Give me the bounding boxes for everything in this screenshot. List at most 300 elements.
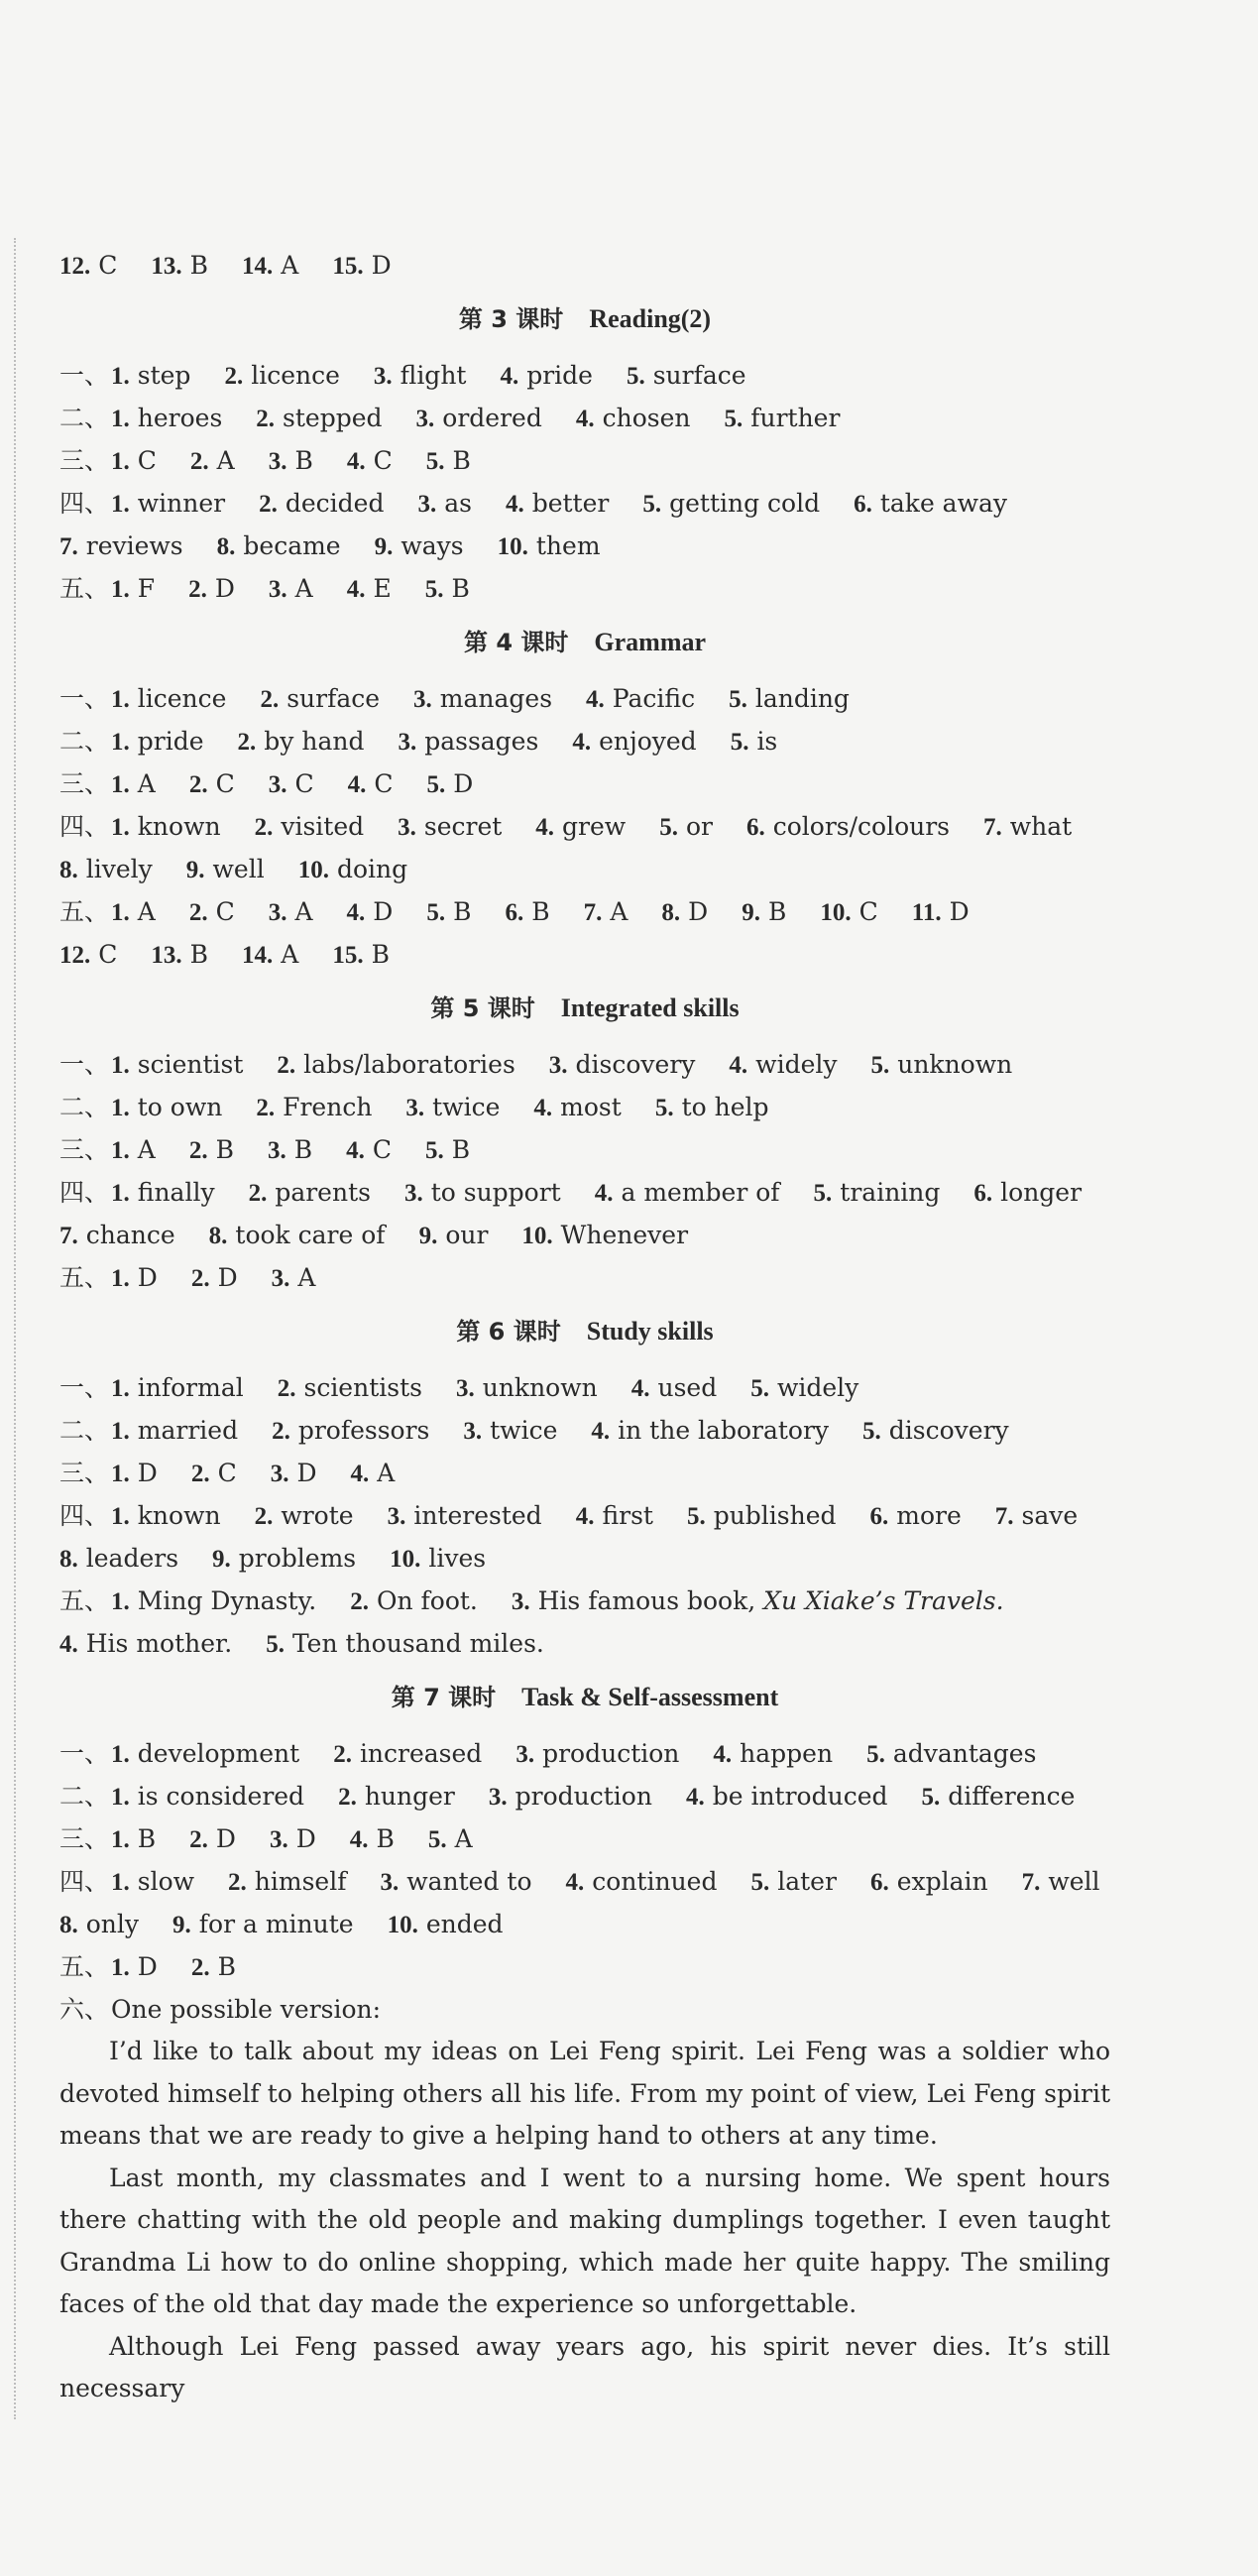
answer-item bbox=[188, 567, 235, 611]
answer-text: slow bbox=[137, 1867, 195, 1896]
answer-text: D bbox=[137, 1263, 158, 1292]
answer-item bbox=[270, 1817, 316, 1861]
answer-item bbox=[249, 1171, 371, 1215]
lesson-title bbox=[59, 297, 1110, 340]
answer-number: 1. bbox=[111, 1418, 130, 1445]
answer-text: to help bbox=[681, 1093, 769, 1121]
section-prefix: 四、 bbox=[59, 1867, 110, 1896]
answer-text: problems bbox=[238, 1544, 357, 1573]
answer-row bbox=[59, 525, 1110, 567]
answer-text: widely bbox=[776, 1373, 859, 1402]
answer-number: 3. bbox=[380, 1869, 400, 1896]
answer-text: further bbox=[750, 404, 841, 432]
answer-text: B bbox=[451, 1135, 471, 1164]
answer-number: 2. bbox=[228, 1869, 247, 1896]
answer-item bbox=[228, 1860, 346, 1904]
answer-text: D bbox=[373, 897, 394, 926]
margin-rule bbox=[14, 238, 16, 2419]
answer-item bbox=[912, 890, 970, 934]
section-prefix: 五、 bbox=[59, 1586, 110, 1615]
answer-text: licence bbox=[137, 684, 227, 713]
answer-content bbox=[59, 244, 1110, 2410]
answer-text: B bbox=[189, 940, 209, 969]
answer-number: 4. bbox=[575, 406, 595, 432]
answer-item bbox=[332, 933, 390, 977]
answer-number: 8. bbox=[59, 857, 78, 883]
essay-prefix: 六、 bbox=[59, 1995, 110, 2024]
lesson-title bbox=[59, 621, 1110, 663]
section-prefix: 二、 bbox=[59, 727, 110, 756]
answer-text: D bbox=[137, 1952, 158, 1981]
answer-item bbox=[724, 397, 840, 440]
answer-number: 9. bbox=[418, 1223, 438, 1249]
answer-item bbox=[255, 805, 365, 849]
answer-text: B bbox=[371, 940, 390, 969]
answer-item bbox=[269, 890, 313, 934]
answer-text: published bbox=[713, 1501, 837, 1530]
answer-text: B bbox=[217, 1952, 236, 1981]
answer-item bbox=[750, 1366, 858, 1410]
lesson-number: 第 6 课时 bbox=[456, 1318, 561, 1346]
answer-text: His famous book, bbox=[537, 1586, 764, 1615]
answer-item bbox=[388, 1903, 504, 1946]
section-prefix: 一、 bbox=[59, 361, 110, 390]
answer-item bbox=[217, 525, 341, 568]
answer-number: 4. bbox=[572, 729, 592, 756]
answer-number: 3. bbox=[269, 1826, 288, 1853]
answer-number: 6. bbox=[745, 814, 765, 841]
answer-item bbox=[59, 244, 117, 288]
lesson-number: 第 5 课时 bbox=[430, 995, 535, 1022]
answer-item bbox=[332, 244, 391, 288]
answer-row bbox=[59, 1817, 1110, 1860]
answer-text: B bbox=[189, 251, 209, 280]
book-title: Xu Xiake’s Travels. bbox=[763, 1586, 1004, 1615]
answer-item bbox=[404, 1171, 561, 1215]
answer-number: 10. bbox=[497, 533, 528, 560]
answer-item bbox=[111, 1775, 304, 1818]
answer-number: 5. bbox=[425, 448, 445, 475]
section-prefix: 三、 bbox=[59, 446, 110, 475]
answer-item bbox=[277, 1043, 515, 1087]
answer-text: discovery bbox=[888, 1416, 1009, 1445]
answer-number: 5. bbox=[424, 576, 444, 603]
answer-item bbox=[191, 1256, 238, 1300]
answer-text: well bbox=[212, 855, 265, 883]
answer-text: training bbox=[840, 1178, 941, 1207]
answer-text: A bbox=[454, 1824, 473, 1853]
answer-item bbox=[260, 677, 380, 721]
answer-item bbox=[111, 1860, 194, 1904]
answer-item bbox=[268, 1128, 312, 1172]
answer-row bbox=[59, 1537, 1110, 1580]
answer-item bbox=[870, 1043, 1012, 1087]
answer-number: 1. bbox=[111, 1954, 130, 1981]
answer-text: what bbox=[1009, 812, 1073, 841]
lesson-topic: Grammar bbox=[594, 628, 707, 656]
answer-item bbox=[111, 1171, 215, 1215]
answer-number: 2. bbox=[189, 448, 209, 475]
answer-number: 2. bbox=[277, 1052, 296, 1079]
answer-text: C bbox=[373, 446, 393, 475]
answer-number: 5. bbox=[426, 899, 446, 926]
answer-text: Ming Dynasty. bbox=[137, 1586, 317, 1615]
answer-number: 7. bbox=[983, 814, 1002, 841]
answer-row bbox=[59, 1409, 1110, 1452]
answer-number: 4. bbox=[729, 1052, 748, 1079]
answer-number: 4. bbox=[346, 576, 366, 603]
answer-number: 14. bbox=[242, 253, 274, 280]
answer-row bbox=[59, 677, 1110, 720]
answer-text: well bbox=[1048, 1867, 1100, 1896]
answer-item bbox=[686, 1775, 888, 1818]
answer-row bbox=[59, 1494, 1110, 1537]
answer-number: 2. bbox=[190, 1954, 210, 1981]
lesson-number: 第 3 课时 bbox=[458, 305, 564, 333]
answer-text: D bbox=[215, 1824, 236, 1853]
answer-text: A bbox=[137, 1135, 156, 1164]
answer-item bbox=[111, 439, 157, 483]
answer-item bbox=[269, 439, 313, 483]
answer-item bbox=[189, 1817, 236, 1861]
answer-number: 3. bbox=[267, 1137, 286, 1164]
answer-number: 1. bbox=[111, 1461, 130, 1487]
answer-text: A bbox=[294, 574, 313, 603]
answer-number: 8. bbox=[59, 1912, 78, 1938]
answer-number: 1. bbox=[111, 1265, 130, 1292]
section-prefix: 五、 bbox=[59, 1263, 110, 1292]
answer-item bbox=[535, 805, 626, 849]
answer-row bbox=[59, 848, 1110, 890]
answer-item bbox=[111, 1945, 158, 1989]
answer-number: 1. bbox=[111, 1588, 130, 1615]
section-prefix: 四、 bbox=[59, 1178, 110, 1207]
answer-row bbox=[59, 1366, 1110, 1409]
answer-text: for a minute bbox=[198, 1910, 354, 1938]
answer-item bbox=[750, 1860, 836, 1904]
essay-label: One possible version: bbox=[111, 1995, 382, 2024]
answer-row bbox=[59, 1945, 1110, 1988]
section-prefix: 二、 bbox=[59, 1416, 110, 1445]
answer-number: 3. bbox=[417, 491, 437, 518]
answer-text: A bbox=[216, 446, 235, 475]
answer-number: 5. bbox=[426, 771, 446, 798]
answer-number: 10. bbox=[297, 857, 329, 883]
answer-item bbox=[576, 1494, 653, 1538]
answer-number: 4. bbox=[349, 1826, 369, 1853]
answer-text: B bbox=[294, 446, 313, 475]
answer-text: B bbox=[453, 897, 472, 926]
answer-text: continued bbox=[592, 1867, 718, 1896]
answer-number: 4. bbox=[59, 1631, 78, 1658]
answer-number: 2. bbox=[254, 1503, 274, 1530]
answer-number: 6. bbox=[854, 491, 872, 518]
answer-text: reviews bbox=[85, 531, 183, 560]
answer-text: chosen bbox=[602, 404, 691, 432]
answer-row bbox=[59, 567, 1110, 610]
answer-number: 5. bbox=[686, 1503, 706, 1530]
answer-text: surface bbox=[286, 684, 381, 713]
answer-text: leaders bbox=[85, 1544, 179, 1573]
answer-row bbox=[59, 1043, 1110, 1086]
answer-item bbox=[111, 1817, 156, 1861]
answer-number: 6. bbox=[869, 1869, 889, 1896]
answer-item bbox=[186, 848, 265, 891]
answer-item bbox=[111, 482, 225, 526]
answer-number: 2. bbox=[256, 406, 276, 432]
answer-text: On foot. bbox=[376, 1586, 478, 1615]
answer-item bbox=[417, 482, 471, 526]
answer-item bbox=[659, 805, 713, 849]
answer-text: hunger bbox=[364, 1782, 455, 1811]
answer-number: 9. bbox=[374, 533, 394, 560]
answer-item bbox=[191, 1945, 236, 1989]
answer-item bbox=[242, 933, 298, 977]
answer-number: 5. bbox=[659, 814, 678, 841]
answer-number: 4. bbox=[713, 1741, 733, 1768]
answer-item bbox=[642, 482, 820, 526]
answer-text: His mother. bbox=[85, 1629, 233, 1658]
answer-row bbox=[59, 762, 1110, 805]
answer-item bbox=[521, 1214, 688, 1257]
answer-text: secret bbox=[423, 812, 503, 841]
answer-item bbox=[572, 720, 696, 763]
answer-item bbox=[224, 354, 339, 398]
answer-number: 4. bbox=[565, 1869, 585, 1896]
answer-number: 2. bbox=[254, 814, 274, 841]
answer-item bbox=[111, 1256, 158, 1300]
answer-number: 4. bbox=[594, 1180, 614, 1207]
answer-number: 2. bbox=[259, 491, 278, 518]
answer-number: 13. bbox=[151, 253, 182, 280]
answer-text: C bbox=[374, 769, 394, 798]
answer-item bbox=[398, 720, 538, 763]
answer-number: 7. bbox=[1021, 1869, 1041, 1896]
answer-number: 15. bbox=[332, 942, 364, 969]
answer-number: 1. bbox=[111, 1869, 130, 1896]
answer-text: as bbox=[444, 489, 472, 518]
section-prefix: 三、 bbox=[59, 1824, 110, 1853]
answer-text: flight bbox=[400, 361, 467, 390]
answer-number: 3. bbox=[463, 1418, 483, 1445]
answer-item bbox=[333, 1732, 482, 1776]
answer-item bbox=[256, 397, 382, 440]
answer-number: 4. bbox=[533, 1095, 553, 1121]
section-prefix: 二、 bbox=[59, 1782, 110, 1811]
answer-item bbox=[584, 890, 629, 934]
section-prefix: 三、 bbox=[59, 1459, 110, 1487]
answer-number: 5. bbox=[626, 363, 645, 390]
answer-number: 1. bbox=[111, 814, 130, 841]
answer-number: 3. bbox=[413, 686, 432, 713]
answer-row bbox=[59, 1580, 1110, 1622]
answer-item bbox=[111, 354, 190, 398]
answer-text: landing bbox=[754, 684, 850, 713]
answer-item bbox=[456, 1366, 598, 1410]
answer-item bbox=[172, 1903, 354, 1946]
answer-item bbox=[238, 720, 365, 763]
answer-item bbox=[59, 525, 183, 568]
answer-number: 3. bbox=[387, 1503, 406, 1530]
answer-text: widely bbox=[755, 1050, 838, 1079]
answer-text: stepped bbox=[283, 404, 383, 432]
section-prefix: 一、 bbox=[59, 1739, 110, 1768]
answer-text: grew bbox=[562, 812, 627, 841]
answer-number: 6. bbox=[869, 1503, 889, 1530]
header-answer-row bbox=[59, 244, 1110, 287]
answer-item bbox=[190, 439, 235, 483]
answer-item bbox=[259, 482, 384, 526]
section-prefix: 二、 bbox=[59, 1093, 110, 1121]
answer-text: wanted to bbox=[406, 1867, 532, 1896]
answer-item bbox=[506, 482, 609, 526]
answer-text: twice bbox=[490, 1416, 558, 1445]
answer-number: 3. bbox=[268, 448, 287, 475]
answer-text: save bbox=[1021, 1501, 1079, 1530]
answer-text: advantages bbox=[892, 1739, 1037, 1768]
answer-number: 7. bbox=[59, 533, 78, 560]
answer-item bbox=[515, 1732, 679, 1776]
answer-item bbox=[271, 1452, 317, 1495]
answer-item bbox=[729, 1043, 837, 1087]
answer-number: 1. bbox=[111, 1784, 130, 1811]
answer-number: 9. bbox=[742, 899, 760, 926]
answer-text: unknown bbox=[897, 1050, 1013, 1079]
answer-item bbox=[111, 1732, 299, 1776]
answer-item bbox=[111, 1494, 221, 1538]
answer-item bbox=[1022, 1860, 1100, 1904]
answer-number: 10. bbox=[387, 1912, 418, 1938]
answer-text: chance bbox=[85, 1221, 175, 1249]
answer-number: 2. bbox=[189, 1826, 208, 1853]
section-prefix: 五、 bbox=[59, 897, 110, 926]
answer-text: production bbox=[515, 1782, 652, 1811]
answer-item bbox=[111, 1128, 156, 1172]
answer-text: B bbox=[293, 1135, 313, 1164]
answer-text: most bbox=[560, 1093, 622, 1121]
answer-number: 3. bbox=[515, 1741, 535, 1768]
answer-item bbox=[189, 890, 235, 934]
answer-row bbox=[59, 1622, 1110, 1665]
answer-item bbox=[591, 1409, 829, 1453]
answer-item bbox=[278, 1366, 422, 1410]
answer-number: 9. bbox=[172, 1912, 191, 1938]
answer-item bbox=[151, 933, 208, 977]
answer-number: 4. bbox=[630, 1375, 650, 1402]
answer-row bbox=[59, 482, 1110, 525]
answer-item bbox=[655, 1086, 769, 1129]
answer-number: 5. bbox=[427, 1826, 447, 1853]
answer-text: C bbox=[372, 1135, 392, 1164]
answer-item bbox=[111, 1366, 244, 1410]
answer-row bbox=[59, 354, 1110, 397]
answer-item bbox=[505, 890, 549, 934]
answer-number: 2. bbox=[277, 1375, 296, 1402]
section-prefix: 五、 bbox=[59, 1952, 110, 1981]
answer-item bbox=[111, 890, 156, 934]
answer-item bbox=[111, 720, 204, 763]
answer-item bbox=[983, 805, 1072, 849]
answer-text: ended bbox=[425, 1910, 504, 1938]
answer-text: D bbox=[214, 574, 235, 603]
answer-text: B bbox=[215, 1135, 234, 1164]
answer-number: 1. bbox=[111, 1741, 130, 1768]
answer-text: F bbox=[137, 574, 156, 603]
answer-number: 6. bbox=[505, 899, 524, 926]
answer-text: Pacific bbox=[612, 684, 696, 713]
answer-text: A bbox=[137, 769, 156, 798]
answer-item bbox=[347, 567, 392, 611]
answer-item bbox=[111, 1452, 158, 1495]
answer-number: 3. bbox=[373, 363, 393, 390]
answer-number: 1. bbox=[111, 576, 130, 603]
answer-row bbox=[59, 1903, 1110, 1945]
answer-number: 4. bbox=[347, 771, 367, 798]
answer-item bbox=[269, 567, 313, 611]
answer-number: 4. bbox=[535, 814, 555, 841]
answer-text: in the laboratory bbox=[618, 1416, 830, 1445]
answer-text: step bbox=[137, 361, 191, 390]
answer-text: ways bbox=[400, 531, 464, 560]
answer-number: 4. bbox=[575, 1503, 595, 1530]
answer-item bbox=[191, 1452, 237, 1495]
answer-text: getting cold bbox=[669, 489, 821, 518]
answer-row bbox=[59, 1860, 1110, 1903]
answer-number: 5. bbox=[813, 1180, 833, 1207]
answer-row bbox=[59, 439, 1110, 482]
answer-item bbox=[338, 1775, 455, 1818]
answer-text: is considered bbox=[137, 1782, 305, 1811]
section-prefix: 五、 bbox=[59, 574, 110, 603]
answer-item bbox=[746, 805, 950, 849]
answer-text: himself bbox=[254, 1867, 347, 1896]
answer-row bbox=[59, 1086, 1110, 1128]
answer-item bbox=[413, 677, 552, 721]
answer-item bbox=[59, 1214, 175, 1257]
answer-text: B bbox=[452, 446, 471, 475]
section-prefix: 三、 bbox=[59, 1135, 110, 1164]
answer-item bbox=[272, 1256, 316, 1300]
answer-text: A bbox=[377, 1459, 396, 1487]
answer-text: B bbox=[767, 897, 787, 926]
answer-text: A bbox=[281, 251, 299, 280]
answer-item bbox=[111, 805, 221, 849]
answer-item bbox=[189, 762, 235, 806]
answer-number: 6. bbox=[973, 1180, 993, 1207]
answer-number: 7. bbox=[994, 1503, 1014, 1530]
answer-text: A bbox=[281, 940, 299, 969]
answer-number: 5. bbox=[866, 1741, 885, 1768]
answer-number: 8. bbox=[59, 1546, 78, 1573]
answer-text: Whenever bbox=[560, 1221, 689, 1249]
answer-row bbox=[59, 1732, 1110, 1775]
answer-item bbox=[995, 1494, 1078, 1538]
answer-text: twice bbox=[432, 1093, 501, 1121]
answer-text: licence bbox=[251, 361, 340, 390]
answer-number: 2. bbox=[260, 686, 280, 713]
answer-number: 4. bbox=[346, 899, 366, 926]
answer-number: 15. bbox=[332, 253, 364, 280]
answer-number: 1. bbox=[111, 363, 130, 390]
answer-number: 2. bbox=[188, 899, 208, 926]
answer-text: is bbox=[756, 727, 778, 756]
answer-text: better bbox=[531, 489, 610, 518]
answer-item bbox=[390, 1537, 486, 1581]
answer-item bbox=[388, 1494, 542, 1538]
answer-number: 9. bbox=[212, 1546, 231, 1573]
section-prefix: 四、 bbox=[59, 1501, 110, 1530]
answer-item bbox=[59, 933, 117, 977]
